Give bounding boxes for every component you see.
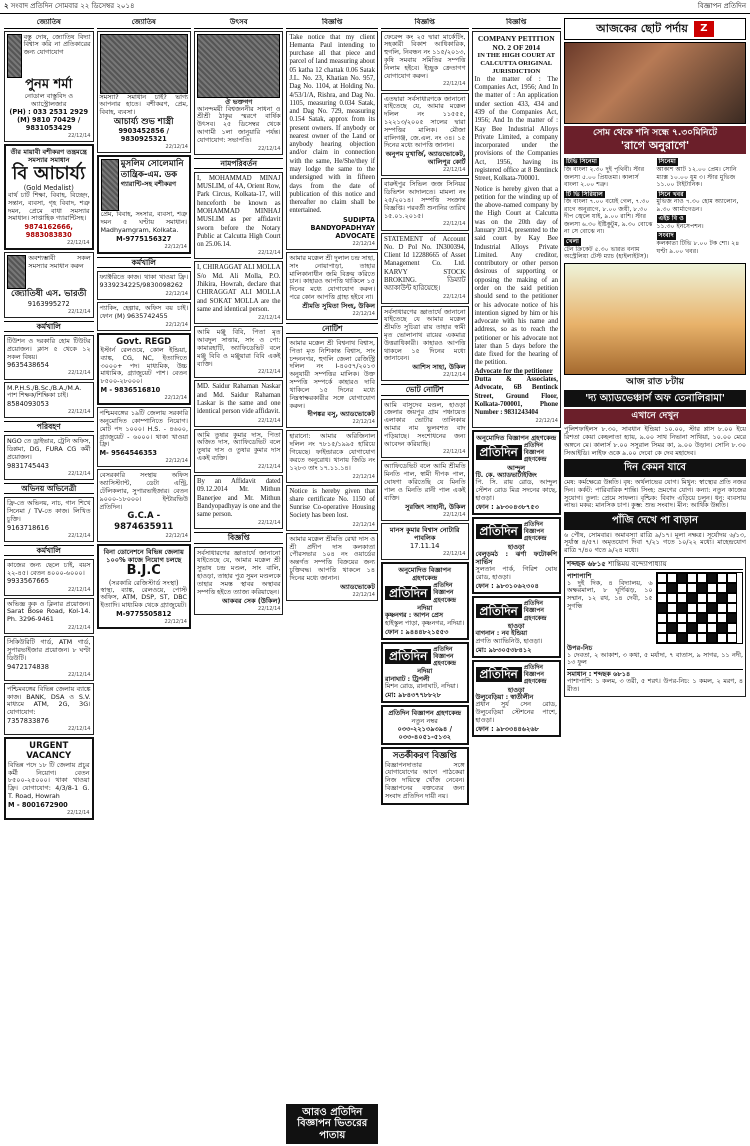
lost-notice: Notice is hereby given that share certificate No. 1150 of Sunrise Co-operative Housing Society has been lost. 22/12/14 [286,485,378,531]
classified-ad: Govt. REGD ইস্টার্ন রেলওয়ে, কোল ইন্ডিয়া, ব্যাঙ্ক, CG, NC, ইত্যাদিতে ৩০০০+ পদ। মাধ্যমিক, উচ্চ মাধ্যমিক, গ্র্যাজুয়েট পাশ। বেতন ৮৫০০-২৮০০০। M - 9836516810 22/12/14 [97,333,191,406]
classified-ad: কাজের জন্য ছেলে চাই, বয়স ২২-৪৫। বেতন ৪০০০-৬০০০। 9933567665 22/12/14 [4,559,94,596]
classified-ad: ফ্রি-তে অভিনয়, নাচ, গান শিখে সিনেমা / TV-তে কাজ। লিখিত চুক্তি। 9163718616 22/12/14 [4,497,94,542]
guru-photo [197,34,281,98]
ad-center-box: প্রতিদিন প্রতিদিন বিজ্ঞাপন গ্রহণকেন্দ্র হাওড়া বেলুড়মঠ : ঝর্ণা ফটোকপি সার্ভিস সুলতান পার্ক, গিরিশ ঘোষ রোড, হাওড়া। ফোন : ৯৮৩১০৬২৩০৪ [472,517,562,594]
page-info: ২ সংবাদ প্রতিদিন সোমবার ২২ ডিসেম্বর ২০১৪ [4,2,135,11]
pratidin-logo: প্রতিদিন [476,604,522,619]
page-header [0,0,750,14]
column-notices-2 [381,18,469,1144]
watch-here-banner: এখানে দেখুন [564,409,746,424]
section-heading: কর্মখালি [4,321,94,332]
name-change-notice: MD. Saidur Rahaman Naskar and Md. Saidur Rahaman Laskar is the same and one identical person vide affidavit. 22/12/14 [194,380,284,426]
columns [4,18,746,1144]
evening-listing: পুলিশফাইলস ৮.৩০, সাবধান ইন্ডিয়া ১০.০০, স্টার প্লাস ৮.০০ ইয়ে রিশতা কেয়া কেহলাতা হ্যায়, ৯.০০ সাথ নিভানা সাথিয়া, ১০.০০ মেরে অঙ্গনে মে। কালার্স ৮.০০ সসুরাল সিমর কা, ৯.০০ উড়ান। সোনি ৮.৩০ সিআইডি। লাইফ ওকে ৯.০০ দেবো কে দেব মহাদেব। [564,425,746,457]
affidavit-notice: অ্যাফিডেভিট বলে আমি শ্রীমতি মিনতি পাল, স্বামী দীপক পাল, ঘোষণা করিতেছি যে মিনতি পাল ও মিনতি রানী পাল একই ব্যক্তি। সুরজিৎ সাহানী, উকিল 22/12/14 [381,460,469,520]
tv-guide-header: আজকের ছোট পর্দায় Z [564,18,746,40]
legal-notice: সর্বসাধারণের জ্ঞাতার্থে জানানো যাইতেছে যে আমার মক্কেল শ্রীমতি সুচিত্রা রায় তাহার স্বামী মৃত ভোলানাথ রায়ের একমাত্র উত্তরাধিকারী। কাহারও আপত্তি থাকলে ১৫ দিনের মধ্যে জানাবেন। আশিস সাহা, উকিল 22/12/14 [381,306,469,382]
court-notice: বারুইপুর সিভিল জজ সিনিয়র ডিভিশন আদালতে। মামলা নং ২৫/২০১৪। সম্পত্তি সংক্রান্ত বিজ্ঞপ্তি। পরবর্তী শুনানির তারিখ ১৫.০১.২০১৫। 22/12/14 [381,178,469,230]
legal-notice: Take notice that my client Hemanta Paul intending to purchase all that piece and parcel of land measuring about 05 katha 12 chattak 0.06 Satak J.L. No. 23, Khatian No. 957, Dag No. 1104, at Holding No. 4/53/1/A, Rishra, and Dag No. 1105, measuring 0.034 Satak, and Dag No. 729, measuring 0.154 Satak, approx from its present owners. If anybody or nearest owner of the Land or anybody hearing objection and/or claim in connection with the same, He/She/they if may lodge the same to the undersigned with in fifteen days from the date of publication of this notice and thereafter no claim shall be entertained. SUDIPTA BANDYOPADHYAY ADVOCATE 22/12/14 [286,31,378,250]
astrology-ad: তীর মায়াবী বশীকরণ তন্ত্রমন্ত্রে সমস্যার সমাধান বি আচার্য্য (Gold Medalist) বার্থ চার্ট শিক্ষা, বিবাহ, বিচ্ছেদ, সন্তান, ব্যবসা, গৃহ বিবাদ, শত্রু দমন, প্রেমে বাধা সমস্যার সমাধান। সাপ্তাহিক গ্যারান্টিসহ। 9874162666, 9883083830 22/12/14 [4,144,94,250]
voter-notice: আমি বাসুদেব মণ্ডল, হাওড়া জেলার জয়পুর গ্রাম পঞ্চায়েত এলাকার ভোটার তালিকায় আমার নাম ভুলবশত বাদ পড়িয়াছে। সংশোধনের জন্য আবেদন করিয়াছি। 22/12/14 [381,399,469,459]
astrologer-photo [100,34,188,94]
ad-center-box: অনুমোদিত বিজ্ঞাপন গ্রহণকেন্দ্র প্রতিদিন প্রতিদিন বিজ্ঞাপন গ্রহণকেন্দ্র আন্দুল টি. কে. অ্যাডভার্টাইজিং পি. সি. রায় রোড, আন্দুল স্টেশন রোড মিত্র সদনের কাছে, হাওড়া। ফোন : ৯৮৩০৪৩৮৭৫৩ [472,430,562,515]
zee-bangla-logo: Z [694,21,714,37]
classified-ad: বিনা ডোনেশনে বিভিন্ন জেলায় ১০০% কাজে নিয়োগ চলছে B.J.C (সরকারি রেজিস্টার্ড সংস্থা) স্বাস্থ্য, ব্যাঙ্ক, রেলওয়ে, পোস্ট অফিস, ATM, DSP, ST, DBC ইত্যাদি। মাধ্যমিক থেকে গ্র্যাজুয়েট। M-9775505812 22/12/14 [97,544,191,629]
section-heading: নামপরিবর্তন [194,158,284,169]
legal-notice: ফেরেন্স কং ২৫ দ্বারা মার্কেটিং, সহকারী বিকাশ আধিকারিক, হুগলি, নিবন্ধন নং ১১৫/২০১৩, কৃষি সমবায় সমিতির সম্পত্তি নিলাম হইবে। ইচ্ছুক ক্রেতাগণ যোগাযোগ করুন। 22/12/14 [381,31,469,91]
column-astrology-jobs [4,18,94,1144]
astrology-ad: সমস্যা? সমাধান চাই? ভাগ্য আপনার হাতে। বশীকরণ, প্রেম, বিবাহ, ব্যবসা। আচার্য্য শুভ শাস্ত্রী 9903452856 / 9830925321 22/12/14 [97,31,191,154]
section-heading: জ্যোতিষ [97,18,191,29]
name-change-notice: By an Affidavit dated 09.12.2014 Mr. Mithun Banerjee and Mr. Mithun Bandyopadhyay is one and the same person. 22/12/14 [194,475,284,530]
ad-center-box: প্রতিদিন প্রতিদিন বিজ্ঞাপন গ্রহণকেন্দ্র নদিয়া রানাঘাট : ট্রিপলী মিশন রোড, রানাঘাট, নদিয়া। মো: ৯৮৪৩৭৭৮৮২৮ [381,642,469,704]
classified-ad: পশ্চিমবঙ্গের বিভিন্ন জেলায় ব্যাঙ্কে কাজ। BANK, DSA ও S.V. মাধ্যমে ATM, 2G, 3G। যোগাযোগ: 7357833876 22/12/14 [4,683,94,735]
ad-center-box: প্রতিদিন প্রতিদিন বিজ্ঞাপন গ্রহণকেন্দ্র হাওড়া উলুবেড়িয়া : স্বাতীলীন প্রধান সুর্য সেন রোড, উলুবেড়িয়া স্টেশনের পাশে, হাওড়া। ফোন : ৯৮৩৩৪৪৬২৬৮ [472,660,562,737]
lost-notice: হারানো: আমার অরিজিনাল দলিল নং ৭৮১৫/১৯৯৫ হারিয়ে গিয়েছে। ফাইন্ডারকে যোগাযোগ করতে অনুরোধ। থানায় জিডি নং ১২৮৩ তাং ১৭.১১.১৪। 22/12/14 [286,430,378,482]
column-notices [286,18,378,1144]
pratidin-logo: প্রতিদিন [476,445,522,460]
warning-notice: সতর্কীকরণ বিজ্ঞপ্তি বিজ্ঞাপনদাতার সঙ্গে যোগাযোগের আগে পাঠকেরা নিজ দায়িত্বে খোঁজ নেবেন। বিজ্ঞাপনের বক্তব্যের জন্য সংবাদ প্রতিদিন দায়ী নয়। [381,747,469,804]
section-heading: পরিবহণ [4,421,94,432]
classified-ad: M.P.H.S./B.Sc./B.A./M.A. পাশ শিক্ষক/শিক্ষিকা চাই। 8584093053 22/12/14 [4,382,94,419]
almanac-heading: পাঁজি দেখে পা বাড়ান [564,512,746,530]
section-heading: জ্যোতিষ [4,18,94,29]
section-heading: নোটিশ [286,323,378,334]
serial-promo-image [564,42,746,124]
column-tv-guide: আজকের ছোট পর্দায় Z সোম থেকে শনি সন্ধে ৭.৩০মিনিটে 'রাগে অনুরাগে' টিভি সিনেমা জি বাংলা ২.৩০ দুই পৃথিবী। স্টার জলসা ৫.০০ প্রিয়তমা। কালার্স বাংলা ২.০০ শত্রু। টি ভি সিরিয়াল জি বাংলা ৭.০০ বয়েই গেল, ৭.৩০ রাগে অনুরাগে, ৮.০০ জয়ী, ৮.৩০ দীপ জ্বেলে যাই, ৯.০০ রাশি। স্টার জলসা ৬.৩০ ইষ্টিকুটুম, ৯.৩০ বোঝে না সে বোঝে না। খেলা টেন ক্রিকেট ৫.৩০ ভারত বনাম অস্ট্রেলিয়া টেস্ট ম্যাচ (হাইলাইটস)। সিনেমা আকাশ আট ১২.০০ প্রেম। সোনি ম্যাক্স ১০.০০ ধূম ৩। স্টার মুভিজ ১১.০০ টাইটানিক। সিনে খবর মুভিজ নাও ৭.৩০ হোম অ্যালোন, ৯.৩০ আর্মাগেডন। এইচ বি ও ১১.৩০ ইনসেপশন। সংবাদ কলকাতা টিভি ৮.০০ টক শো। ২৪ ঘণ্টা ৯.০০ খবর। আজ রাত ৮টায় 'দ্য অ্যাডভেঞ্চার্স অফ তেনালিরামা' এখানে দেখুন পুলিশফাইলস ৮.৩০, সাবধান ইন্ডিয়া ১০.০০, স্টার প্লাস ৮.০০ ইয়ে রিশতা কেয়া কেহলাতা হ্যায়, ৯.০০ সাথ নিভানা সাথিয়া, ১০.০০ মেরে অঙ্গনে মে। কালার্স ৮.০০ সসুরাল সিমর কা, ৯.০০ উড়ান। সোনি ৮.৩০ সিআইডি। লাইফ ওকে ৯.০০ দেবো কে দেব মহাদেব। দিন কেমন যাবে মেষ: কর্মক্ষেত্রে উন্নতি। বৃষ: অর্থলাভের যোগ। মিথুন: স্বাস্থ্যের প্রতি নজর দিন। কর্কট: পারিবারিক শান্তি। সিংহ: ভ্রমণের যোগ। কন্যা: নতুন কাজের সুযোগ। তুলা: প্রেমে সাফল্য। বৃশ্চিক: বিবাদ এড়িয়ে চলুন। ধনু: ব্যবসায় লাভ। মকর: মানসিক চাপ। কুম্ভ: শুভ সংবাদ। মীন: আর্থিক উন্নতি। পাঁজি দেখে পা বাড়ান ৬ পৌষ, সোমবার। অমাবস্যা রাত্রি ৯/১৭। মূলা নক্ষত্র। সূর্যোদয় ৬/১৩, সূর্যাস্ত ৪/৫৭। অমৃতযোগ দিবা ৭/২১ গতে ১০/২২ মধ্যে। মাহেন্দ্রযোগ রাত্রি ৭/৪০ গতে ৯/২৪ মধ্যে। শব্দছক ৬৮১৫ শান্তিময় বন্দ্যোপাধ্যায় পাশাপাশি ১ দুই দিক, ৪ বিদ্যালয়, ৬ অক্ষরমালা, ৮ ঘূর্ণিঝড়, ১০ সম্মান, ১২ রথ, ১৪ দেবী, ১৫ সুগন্ধি উপর-নিচ ১ দেবতা, ২ আকাশ, ৩ কথা, ৫ মর্যাদা, ৭ বাতাস, ৯ সাগর, ১১ নদী, ১৩ ফুল সমাধান : শব্দছক ৬৮১৪ পাশাপাশি: ১ কলম, ৩ তরী, ৫ শরৎ। উপর-নিচ: ১ কমল, ২ মরণ, ৪ রীত। [564,18,746,1144]
column-company-petition [472,18,562,1144]
legal-notice: আমার মক্কেল শ্রীমতি রেখা দাস ও শ্রী প্রদীপ দাস কলকাতা পৌরসভার ১০৪ নং ওয়ার্ডের অন্তর্গত সম্পত্তি বিক্রয়ের জন্য চুক্তিবদ্ধ। আপত্তি থাকলে ১৪ দিনের মধ্যে জানান। অ্যাডভোকেট 22/12/14 [286,533,378,601]
classified-ad: সিকিউরিটি গার্ড, ATM গার্ড, সুপারভাইজার প্রয়োজন। ৮ ঘণ্টা ডিউটি। 9472174838 22/12/14 [4,636,94,681]
section-heading: ভোট নোটিশ [381,384,469,395]
name-change-notice: আমি তুষার কুমার দাস, পিতা অজিত দাস, অ্যাফিডেভিট বলে তুষার দাস ও তুষার কুমার দাস একই ব্যক্তি। 22/12/14 [194,429,284,473]
legal-notice: সর্বসাধারণের জ্ঞাতার্থে জানানো যাইতেছে যে, আমার মক্কেল শ্রী সুভাষ চন্দ্র মণ্ডল, সাং বালি, হাওড়া, তাহার পুত্র সুমন মণ্ডলকে তাহার সমস্ত স্থাবর অস্থাবর সম্পত্তি হইতে ত্যাজ্য করিয়াছেন। আকবর সেক (উকিল) 22/12/14 [194,547,284,615]
astrology-ad: মুসলিম সোলেমানি তান্ত্রিক-এম. ডক গ্যারান্টি-সহ বশীকরণ প্রেম, বিবাহ, সংসার, ব্যবসা, শত্রু দমন ৫ ঘণ্টায় সমাধান। Madhyamgram, Kolkata. M-9775156327 22/12/14 [97,155,191,254]
column-astrology-jobs-2 [97,18,191,1144]
astrology-ad: বস্তু দোষ, জ্যোতিষ বিদ্যা বিশ্বাস করি না প্রতিকারের জন্য যোগাযোগ পুনম শর্মা নোডাল বাস্তুবিদ ও অ্যাস্ট্রোলজার (PH) : 033 2531 2929 (M) 9810 70429 / 9831053429 22/12/14 [4,31,94,143]
ad-center-box: অনুমোদিত বিজ্ঞাপন গ্রহণকেন্দ্র প্রতিদিন প্রতিদিন বিজ্ঞাপন গ্রহণকেন্দ্র নদিয়া কৃষ্ণনগর : আপন প্রেস হাইস্কুল পাড়া, কৃষ্ণনগর, নদিয়া। ফোন : ৯৪৪৪৮২১৫৫৩ [381,562,469,640]
section-heading: বিজ্ঞপ্তি [472,18,562,29]
classified-ad: প্যাকিং, হেল্পার, অফিস বয় চাই। ফোন (M) 9635742455 22/12/14 [97,302,191,331]
section-heading: অভিনয় অভিনেত্রী [4,483,94,494]
section-heading: কর্মখালি [97,257,191,268]
company-petition-notice: COMPANY PETITION NO. 2 OF 2014 IN THE HIGH COURT AT CALCUTTA ORIGINAL JURISDICTION In the matter of : The Companies Act, 1956; And In the matter of : An application under section 433, 434 and 439 of the Companies Act, 1956; And In the matter of : Kay Bee Industrial Alloys Private Limited, a company incorporated under the provisions of the Companies Act, 1956, having its registered office at 8 Bentinck Street, Kolkata-700001. Notice is hereby given that a petition for the winding up of the above-named company by the High Court at Calcutta was on the 20th day of January 2014, presented to the said court by Kay Bee Industrial Alloys Private Limited. Any creditor, contributory or other person desirous of supporting or opposing the making of an order on the said petition should send to the petitioner or his advocate notice of his intention signed by him or his advocate with his name and address, so as to reach the petitioner or his advocate not later than 5 days before the date fixed for the hearing of the petition. Advocate for the petitioner Dutta & Associates, Advocate, 6B Bentinck Street, Ground Floor, Kolkata-700001, Phone Number : 9831243404 22/12/14 [472,31,562,428]
classified-ad: টিউশন ও দরকারি হোম টিউটর প্রয়োজন। ক্লাস ৫ থেকে ১২ সকল বিষয়। 9635438654 22/12/14 [4,335,94,380]
pratidin-logo: প্রতিদিন [476,667,522,682]
ad-center-box: প্রতিদিন প্রতিদিন বিজ্ঞাপন গ্রহণকেন্দ্র হাওড়া বাগনান : নব ইন্ডিয়া প্রগতি অ্যাভিনিউ, হাওড়া। মো: ৯৮৩০৫৩৮৪১২ [472,596,562,658]
classified-ad: ফ্যাক্টরিতে কাজ। থাকা খাওয়া ফ্রি। 9339234225/9830098262 22/12/14 [97,271,191,300]
astrology-ad: অবশ্যম্ভাবী সকল সমস্যার সমাধান করুন জ্যোতিষী এস. ভারতী 9163995272 22/12/14 [4,252,94,317]
legal-notice: আমার মক্কেল শ্রী দুলাল চন্দ্র সাহা, সাং নোয়াপাড়া, তাহার মালিকানাধীন জমি বিক্রয় করিতে চান। কাহারও আপত্তি থাকিলে ১৫ দিনের মধ্যে যোগাযোগ করুন। পরে কোন আপত্তি গ্রাহ্য হইবে না। শ্রীমতি সুমিতা সিংহ, উকিল 22/12/14 [286,252,378,320]
name-change-notice: আমি মঞ্জু বিবি, পিতা মৃত আবদুল সাত্তার, সাং ও পো: কামারহাটি, অ্যাফিডেভিট বলে মঞ্জু বিবি ও মঞ্জুয়ারা বিবি একই ব্যক্তি। 22/12/14 [194,326,284,378]
classified-ad: অভিজ্ঞ কুক ও ক্লিনার প্রয়োজন। Sarat Bose Road, Kol-14. Ph. 3296-9461 22/12/14 [4,598,94,635]
cartoon-promo-image [564,263,746,375]
astrologer-photo [101,159,119,211]
classified-ad: পশ্চিমবঙ্গের ১৯টি জেলায় সরকারি অনুমোদিত কোম্পানিতে নিয়োগ। মোট পদ ১০০০। H.S. - ৪৬০০, গ্র্যাজুয়েট - ৬০০০। থাকা খাওয়া ফ্রি। M- 9564546353 22/12/14 [97,407,191,467]
pratidin-logo: প্রতিদিন [476,524,522,539]
astrologer-photo [7,255,26,289]
notary-notice: মানস কুমার বিশ্বাস নোটারি পাবলিক 17.11.14 22/12/14 [381,523,469,560]
name-change-notice: I, MOHAMMAD MINAJ MUSLIM, of 4A, Orient Row, Park Circus, Kolkata-17, will henceforth be known as MOHAMMAD MINHAJ MUSLIM as per affidavit sworn before the Notary Public at Calcutta High Court on 25.06.14. 22/12/14 [194,172,284,260]
festival-ad: ঔ ভক্তগণ আনন্দময়ী বিশ্বজননীর সাধনা ও শ্রীশ্রী ঠাকুর স্মরণে বার্ষিক উৎসব। ২৫ ডিসেম্বর থেকে আগামী ১লা জানুয়ারি পর্যন্ত। যোগাযোগ: সভাপতি। 22/12/14 [194,31,284,155]
more-ads-banner: আরও প্রতিদিন বিজ্ঞাপন ভিতরের পাতায় [286,1104,378,1145]
section-heading: উৎসব [194,18,284,29]
almanac-text: ৬ পৌষ, সোমবার। অমাবস্যা রাত্রি ৯/১৭। মূলা নক্ষত্র। সূর্যোদয় ৬/১৩, সূর্যাস্ত ৪/৫৭। অমৃতযোগ দিবা ৭/২১ গতে ১০/২২ মধ্যে। মাহেন্দ্রযোগ রাত্রি ৭/৪০ গতে ৯/২৪ মধ্যে। [564,530,746,555]
section-name: বিজ্ঞাপন প্রতিদিন [697,2,746,11]
classified-ad: URGENT VACANCY বিভিন্ন পদে ১৮ টি জেলায় প্রচুর কর্মী নিয়োগ। বেতন ৮৫০০-২৫০০০। থাকা খাওয়া ফ্রি। যোগাযোগ: 4/3/8-1 G. T. Road, Howrah M - 8001672900 22/12/14 [4,737,94,820]
name-change-notice: I, CHIRAGGAT ALI MOLLA S/o Md. Ali Molla, P.O. Jhikira, Howrah, declare that CHIRAGGAT ALI MOLLA and SOKAT MOLLA are the same and identical person. 22/12/14 [194,261,284,324]
crossword-box: শব্দছক ৬৮১৫ শান্তিময় বন্দ্যোপাধ্যায় পাশাপাশি ১ দুই দিক, ৪ বিদ্যালয়, ৬ অক্ষরমালা, ৮ ঘূর্ণিঝড়, ১০ সম্মান, ১২ রথ, ১৪ দেবী, ১৫ সুগন্ধি উপর-নিচ ১ দেবতা, ২ আকাশ, ৩ কথা, ৫ মর্যাদা, ৭ বাতাস, ৯ সাগর, ১১ নদী, ১৩ ফুল সমাধান : শব্দছক ৬৮১৪ পাশাপাশি: ১ কলম, ৩ তরী, ৫ শরৎ। উপর-নিচ: ১ কমল, ২ মরণ, ৪ রীত। [564,557,746,697]
horoscope-text: মেষ: কর্মক্ষেত্রে উন্নতি। বৃষ: অর্থলাভের যোগ। মিথুন: স্বাস্থ্যের প্রতি নজর দিন। কর্কট: পারিবারিক শান্তি। সিংহ: ভ্রমণের যোগ। কন্যা: নতুন কাজের সুযোগ। তুলা: প্রেমে সাফল্য। বৃশ্চিক: বিবাদ এড়িয়ে চলুন। ধনু: ব্যবসায় লাভ। মকর: মানসিক চাপ। কুম্ভ: শুভ সংবাদ। মীন: আর্থিক উন্নতি। [564,477,746,510]
horoscope-heading: দিন কেমন যাবে [564,459,746,477]
legal-notice: এতদ্বারা সর্বসাধারণকে জানানো যাইতেছে যে, আমার মক্কেল দলিল নং ১১৫৫৫, ১২২১৩/২০০৫ সালের দ্বারা সম্পত্তির মালিক। মৌজা বালিগঞ্জ, জে.এল. নং ৩৪। ১৫ দিনের মধ্যে আপত্তি জানান। অনুপম মুখার্জি, অ্যাডভোকেট, আলিপুর কোর্ট 22/12/14 [381,93,469,177]
section-heading: বিজ্ঞপ্তি [194,532,284,543]
lost-notice: STATEMENT of Account No. D Pol No. IN300394, Client Id 12288665 of Asset Management Co. Ltd. KARVY STOCK BROKING. ডিম্যাট অ্যাকাউন্ট হারিয়েছে। 22/12/14 [381,233,469,304]
classified-ad: বেসরকারি সংস্থায় অফিস অ্যাসিস্ট্যান্ট, ডেটা এন্ট্রি, টেলিকলার, সুপারভাইজার। বেতন ৯০০০-১৮০০০। ইন্টারভিউ প্রতিদিন। G.C.A - 9874635911 22/12/14 [97,469,191,542]
section-heading: বিজ্ঞপ্তি [381,18,469,29]
pratidin-logo: প্রতিদিন [385,586,431,601]
serial-promo-banner: সোম থেকে শনি সন্ধে ৭.৩০মিনিটে 'রাগে অনুরাগে' [564,126,746,154]
section-heading: কর্মখালি [4,545,94,556]
astrologer-photo [7,34,22,78]
programme-list: টিভি সিনেমা জি বাংলা ২.৩০ দুই পৃথিবী। স্টার জলসা ৫.০০ প্রিয়তমা। কালার্স বাংলা ২.০০ শত্রু। টি ভি সিরিয়াল জি বাংলা ৭.০০ বয়েই গেল, ৭.৩০ রাগে অনুরাগে, ৮.০০ জয়ী, ৮.৩০ দীপ জ্বেলে যাই, ৯.০০ রাশি। স্টার জলসা ৬.৩০ ইষ্টিকুটুম, ৯.৩০ বোঝে না সে বোঝে না। খেলা টেন ক্রিকেট ৫.৩০ ভারত বনাম অস্ট্রেলিয়া টেস্ট ম্যাচ (হাইলাইটস)। সিনেমা আকাশ আট ১২.০০ প্রেম। সোনি ম্যাক্স ১০.০০ ধূম ৩। স্টার মুভিজ ১১.০০ টাইটানিক। সিনে খবর মুভিজ নাও ৭.৩০ হোম অ্যালোন, ৯.৩০ আর্মাগেডন। এইচ বি ও ১১.৩০ ইনসেপশন। সংবাদ কলকাতা টিভি ৮.০০ টক শো। ২৪ ঘণ্টা ৯.০০ খবর। [564,158,740,261]
legal-notice: আমার মক্কেল শ্রী বিশ্বনাথ বিশ্বাস, পিতা মৃত নিশিকান্ত বিশ্বাস, সাং চন্দননগর, হুগলি জেলা রেজিস্ট্রি দলিল নং I-৪০৫৭/২০১৩ অনুযায়ী সম্পত্তির মালিক। উক্ত সম্পত্তি সম্পর্কে কাহারও দাবি থাকিলে ১৫ দিনের মধ্যে নিম্নস্বাক্ষরকারীর সঙ্গে যোগাযোগ করুন। দীপঙ্কর বসু, অ্যাডভোকেট 22/12/14 [286,337,378,428]
cartoon-promo-banner: 'দ্য অ্যাডভেঞ্চার্স অফ তেনালিরামা' [564,390,746,408]
pratidin-logo: প্রতিদিন [385,649,431,664]
column-festival-namechange [194,18,284,1144]
ad-center-box: প্রতিদিন বিজ্ঞাপন গ্রহণকেন্দ্র নতুন নম্বর ০৩৩-২২১৩৯৩৯৪ / ০৩৩-৪০৫১-৫১৩২ [381,705,469,745]
section-heading: বিজ্ঞপ্তি [286,18,378,29]
classified-ad: NGO তে ড্রাইভার, ট্রেনি অফিস, ডিপ্লমা, DG, FURA CG কর্মী প্রয়োজন। 9831745443 22/12/14 [4,435,94,480]
crossword-grid[interactable] [656,572,744,644]
